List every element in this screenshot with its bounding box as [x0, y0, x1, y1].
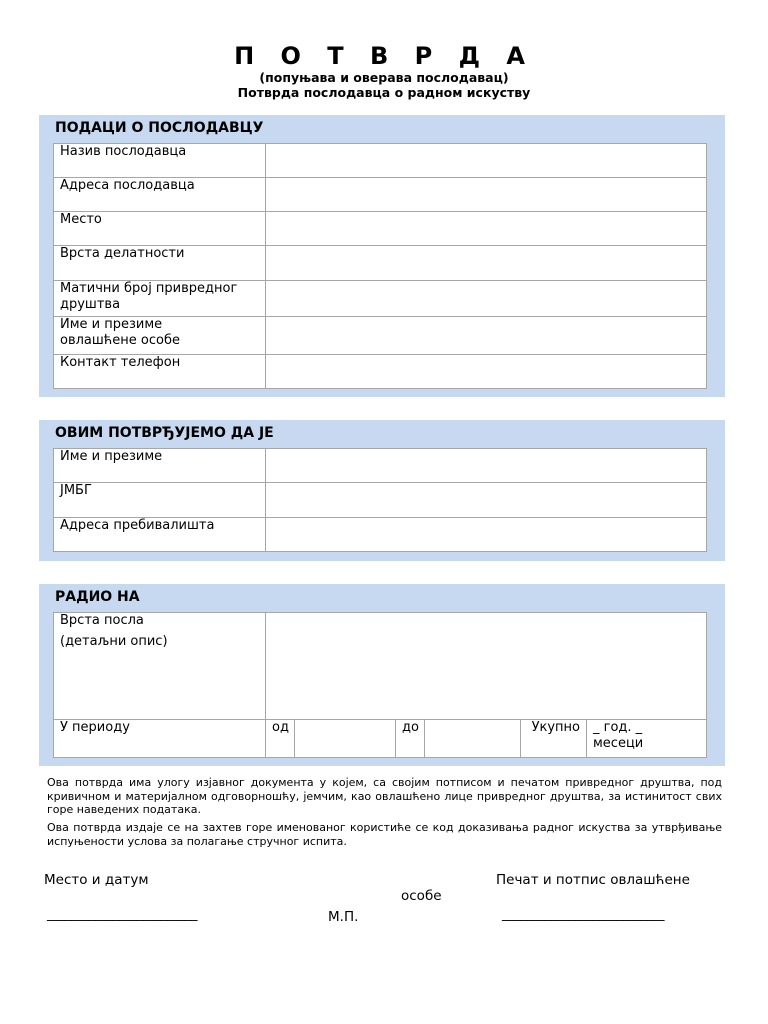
- jmbg-label: ЈМБГ: [54, 483, 266, 518]
- table-row: [54, 281, 707, 317]
- person-word-label: особе: [401, 888, 442, 904]
- job-detail-label: (детаљни опис): [60, 634, 168, 649]
- table-row: [54, 246, 707, 281]
- authorized-person-field[interactable]: [266, 317, 707, 355]
- jmbg-field[interactable]: [266, 483, 707, 518]
- table-row: [54, 355, 707, 389]
- work-section-title: РАДИО НА: [55, 589, 140, 605]
- total-value-field[interactable]: _ год. _ месеци: [587, 720, 707, 758]
- employer-reg-number-label: Матични број привредног друштва: [54, 281, 266, 317]
- stamp-signature-label: Печат и потпис овлашћене: [496, 872, 690, 888]
- signature-line[interactable]: ___________________________: [502, 907, 664, 922]
- place-date-label: Место и датум: [44, 872, 149, 888]
- employer-place-field[interactable]: [266, 212, 707, 246]
- from-date-field[interactable]: [295, 720, 396, 758]
- person-section: [39, 420, 725, 561]
- table-row: [54, 178, 707, 212]
- to-label: до: [396, 720, 425, 758]
- place-date-line[interactable]: _________________________: [47, 907, 197, 922]
- employer-activity-field[interactable]: [266, 246, 707, 281]
- residence-address-label: Адреса пребивалишта: [54, 518, 266, 552]
- residence-address-field[interactable]: [266, 518, 707, 552]
- to-date-field[interactable]: [425, 720, 521, 758]
- employer-address-label: Адреса послодавца: [54, 178, 266, 212]
- table-row: [54, 613, 707, 720]
- table-row: [54, 720, 707, 758]
- document-subtitle: (попуњава и оверава послодавац): [259, 70, 509, 85]
- total-label: Укупно: [521, 720, 587, 758]
- table-row: [54, 317, 707, 355]
- purpose-note: Ова потврда издаје се на захтев горе именованог користиће се код доказивања радног искуства за утврђивање испуњености услова за полагање стручног испита.: [47, 821, 722, 848]
- job-type-cell: [54, 613, 266, 720]
- table-row: [54, 518, 707, 552]
- job-type-label: Врста посла: [60, 613, 144, 628]
- employer-table: [53, 143, 707, 389]
- employer-section-title: ПОДАЦИ О ПОСЛОДАВЦУ: [55, 120, 264, 136]
- employer-reg-number-field[interactable]: [266, 281, 707, 317]
- contact-phone-field[interactable]: [266, 355, 707, 389]
- work-section: [39, 584, 725, 766]
- table-row: [54, 212, 707, 246]
- document-title: П О Т В Р Д А: [234, 42, 534, 70]
- person-section-title: ОВИМ ПОТВРЂУЈЕМО ДА ЈЕ: [55, 425, 274, 441]
- job-description-field[interactable]: [266, 613, 707, 720]
- from-label: од: [266, 720, 295, 758]
- person-name-label: Име и презиме: [54, 449, 266, 483]
- legal-note: Ова потврда има улогу изјавног документа у којем, са својим потписом и печатом привредног друштва, под кривичном и материјалном одговорношћу, јемчим, као овлашћено лице привредног друштва, за истинитост свих горе наведених података.: [47, 776, 722, 816]
- authorized-person-label: Име и презиме овлашћене особе: [54, 317, 266, 355]
- period-label: У периоду: [54, 720, 266, 758]
- employer-place-label: Место: [54, 212, 266, 246]
- table-row: [54, 144, 707, 178]
- work-table: [53, 612, 707, 758]
- document-subtitle-2: Потврда послодавца о радном искуству: [237, 85, 531, 100]
- stamp-place-label: М.П.: [328, 909, 359, 925]
- person-table: [53, 448, 707, 552]
- contact-phone-label: Контакт телефон: [54, 355, 266, 389]
- employer-section: [39, 115, 725, 397]
- employer-address-field[interactable]: [266, 178, 707, 212]
- employer-name-field[interactable]: [266, 144, 707, 178]
- table-row: [54, 483, 707, 518]
- employer-name-label: Назив послодавца: [54, 144, 266, 178]
- employer-activity-label: Врста делатности: [54, 246, 266, 281]
- table-row: [54, 449, 707, 483]
- person-name-field[interactable]: [266, 449, 707, 483]
